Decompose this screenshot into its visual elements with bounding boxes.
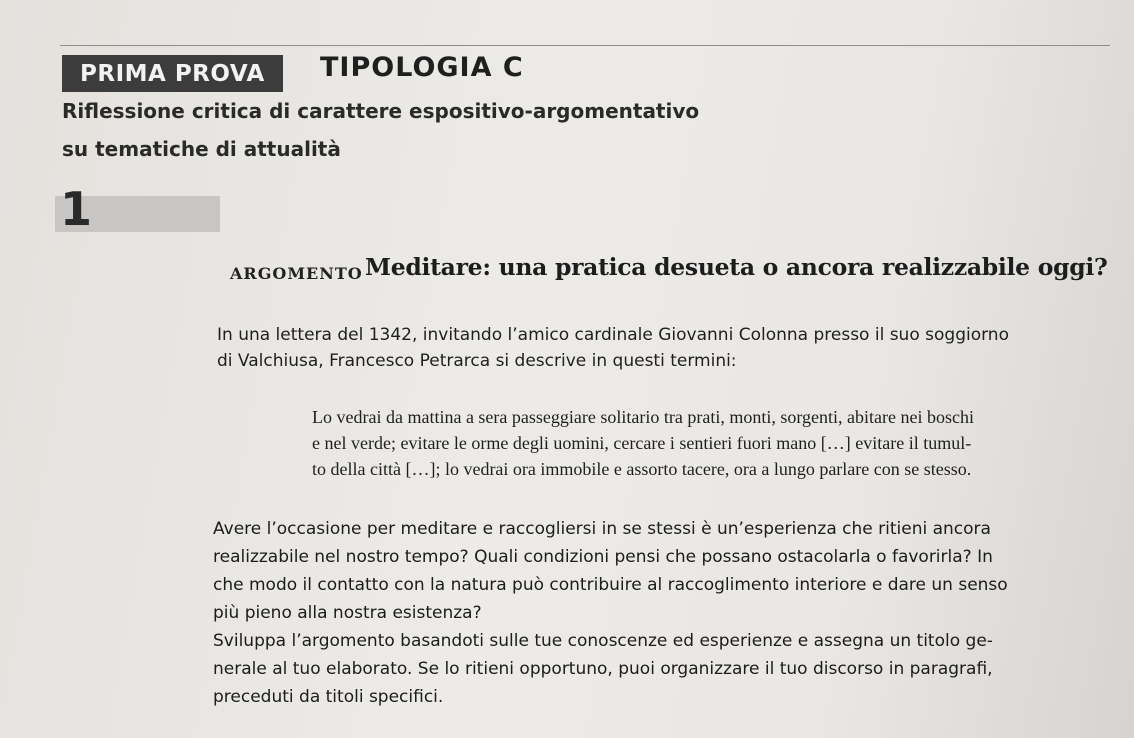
task-line: più pieno alla nostra esistenza? xyxy=(213,603,482,623)
prova-label: PRIMA PROVA xyxy=(62,55,283,92)
task-line: che modo il contatto con la natura può contribuire al raccoglimento interiore e dare un senso xyxy=(213,575,1008,595)
argomento-title: Meditare: una pratica desueta o ancora realizzabile oggi? xyxy=(365,253,1108,281)
task-line: realizzabile nel nostro tempo? Quali condizioni pensi che possano ostacolarla o favorirla? In xyxy=(213,547,993,567)
task-line: Sviluppa l’argomento basandoti sulle tue conoscenze ed esperienze e assegna un titolo ge- xyxy=(213,631,993,651)
intro-paragraph xyxy=(217,322,1117,374)
task-line: Avere l’occasione per meditare e raccogliersi in se stessi è un’esperienza che ritieni ancora xyxy=(213,519,991,539)
subtitle xyxy=(62,92,699,168)
task-line: nerale al tuo elaborato. Se lo ritieni opportuno, puoi organizzare il tuo discorso in paragrafi, xyxy=(213,659,993,679)
task-line: preceduti da titoli specifici. xyxy=(213,687,444,707)
header-rule xyxy=(60,45,1110,46)
section-number: 1 xyxy=(60,182,93,236)
subtitle-line: su tematiche di attualità xyxy=(62,137,341,161)
subtitle-line: Riflessione critica di carattere espositivo-argomentativo xyxy=(62,99,700,123)
petrarca-quote xyxy=(312,404,1112,482)
task-paragraph xyxy=(213,515,1118,711)
intro-line: di Valchiusa, Francesco Petrarca si descrive in questi termini: xyxy=(217,351,737,371)
intro-line: In una lettera del 1342, invitando l’amico cardinale Giovanni Colonna presso il suo soggiorno xyxy=(217,325,1009,345)
tipologia-label: TIPOLOGIA C xyxy=(320,52,524,83)
quote-line: e nel verde; evitare le orme degli uomini, cercare i sentieri fuori mano […] evitare il tumul- xyxy=(312,433,972,453)
quote-line: Lo vedrai da mattina a sera passeggiare solitario tra prati, monti, sorgenti, abitare nei boschi xyxy=(312,407,974,427)
quote-line: to della città […]; lo vedrai ora immobile e assorto tacere, ora a lungo parlare con se stesso. xyxy=(312,459,972,479)
argomento-label: ARGOMENTO xyxy=(230,264,363,283)
